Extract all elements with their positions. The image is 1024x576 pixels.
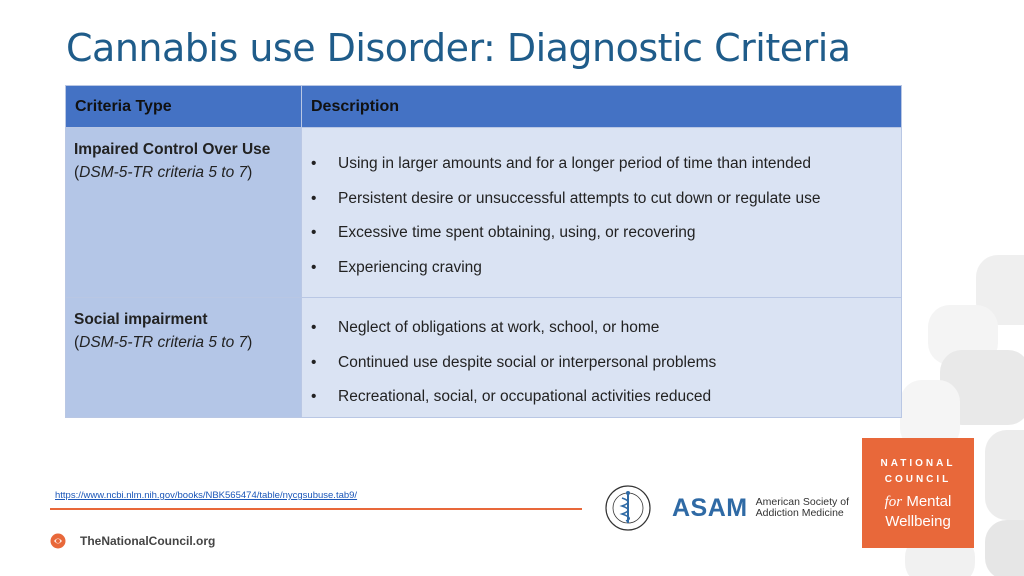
criteria-type-cell <box>66 298 302 418</box>
national-council-footer <box>50 533 215 549</box>
list-item: • Excessive time spent obtaining, using, or recovering <box>302 216 901 251</box>
table-row <box>66 128 902 298</box>
criteria-type-name: Impaired Control Over Use <box>74 141 271 158</box>
national-council-mark-icon <box>50 533 66 549</box>
list-item: • Experiencing craving <box>302 251 901 286</box>
description-cell <box>302 298 902 418</box>
list-item: • Continued use despite social or interpersonal problems <box>302 346 901 381</box>
asam-logo <box>604 484 849 532</box>
table-row <box>66 298 902 418</box>
criteria-table <box>65 85 902 418</box>
footer-divider <box>50 508 582 510</box>
list-item: • Using in larger amounts and for a longer period of time than intended <box>302 147 901 182</box>
table-header-row <box>66 86 902 128</box>
list-item: • Neglect of obligations at work, school, or home <box>302 311 901 346</box>
list-item: • Recreational, social, or occupational activities reduced <box>302 380 901 415</box>
page-title: Cannabis use Disorder: Diagnostic Criteria <box>66 26 851 70</box>
criteria-type-name: Social impairment <box>74 311 208 328</box>
description-list <box>302 298 901 415</box>
criteria-reference: (DSM-5-TR criteria 5 to 7) <box>74 334 253 351</box>
description-cell <box>302 128 902 298</box>
criteria-type-cell <box>66 128 302 298</box>
column-header-criteria-type: Criteria Type <box>66 86 302 128</box>
list-item: • Persistent desire or unsuccessful attempts to cut down or regulate use <box>302 182 901 217</box>
source-link[interactable]: https://www.ncbi.nlm.nih.gov/books/NBK565474/table/nycgsubuse.tab9/ <box>55 490 358 501</box>
criteria-reference: (DSM-5-TR criteria 5 to 7) <box>74 164 253 181</box>
column-header-description: Description <box>302 86 902 128</box>
website-label: TheNationalCouncil.org <box>80 534 216 548</box>
asam-seal-icon <box>604 484 662 532</box>
asam-fullname: American Society of Addiction Medicine <box>755 496 849 519</box>
national-council-mental-wellbeing-logo: NATIONAL COUNCIL for Mental Wellbeing <box>862 438 974 548</box>
asam-wordmark: ASAM <box>672 493 748 522</box>
description-list <box>302 128 901 285</box>
